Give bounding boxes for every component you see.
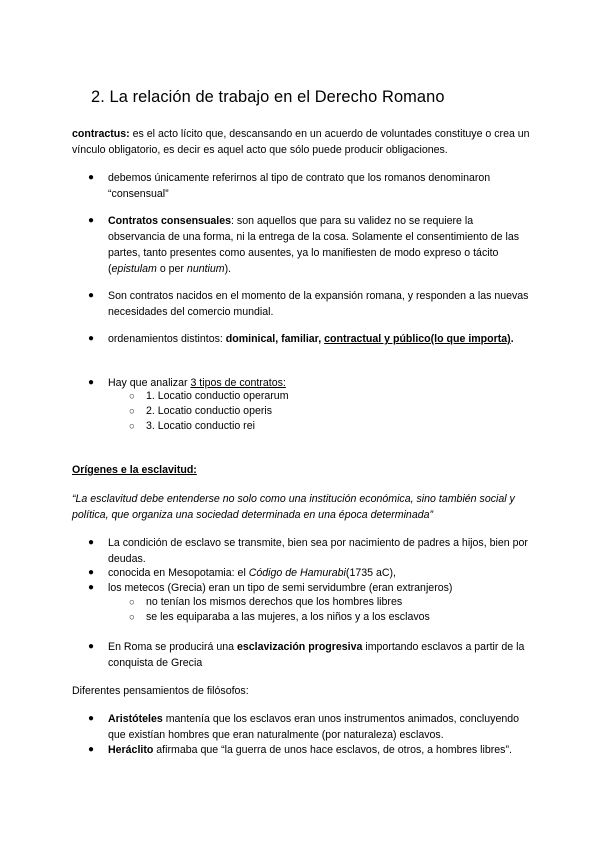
list-item: debemos únicamente referirnos al tipo de contrato que los romanos denominaron “consensual”: [108, 172, 491, 200]
bullet-icon: ●: [88, 537, 95, 548]
list-item: [108, 742, 533, 758]
list-item: [108, 331, 533, 347]
bullet-icon: ●: [88, 713, 95, 724]
aristoteles-text: mantenía que los esclavos eran unos instrumentos animados, concluyendo que existían hombres que eran naturalmente (por naturaleza) esclavos.: [108, 713, 520, 741]
bullet-icon: ●: [88, 290, 95, 301]
sub-bullet-icon: ○: [129, 421, 135, 432]
sub-list-item: no tenían los mismos derechos que los hombres libres: [146, 596, 403, 608]
filosofos-intro: Diferentes pensamientos de filósofos:: [72, 685, 249, 697]
hamurabi-text: Código de Hamurabi: [248, 567, 346, 579]
sub-list-item: 3. Locatio conductio rei: [146, 420, 255, 432]
heraclito-text: afirmaba que “la guerra de unos hace esclavos, de otros, a hombres libres”.: [153, 744, 512, 756]
sub-list-item: 2. Locatio conductio operis: [146, 405, 273, 417]
sub-list-item: se les equiparaba a las mujeres, a los niños y a los esclavos: [146, 611, 430, 623]
bullet-icon: ●: [88, 744, 95, 755]
ordenamientos-text: ordenamientos distintos:: [108, 333, 226, 345]
section-heading-origenes: [72, 462, 532, 478]
ordenamientos-underlined: contractual y público(lo que importa): [324, 333, 511, 345]
bullet-icon: ●: [88, 172, 95, 183]
sub-bullet-icon: ○: [129, 391, 135, 402]
consensual-term: Contratos consensuales: [108, 215, 232, 227]
contractus-definition: [72, 126, 532, 158]
sub-bullet-icon: ○: [129, 597, 135, 608]
hamurabi-date: (1735 aC),: [345, 567, 396, 579]
list-item: [108, 213, 533, 277]
list-item: [108, 639, 533, 671]
mesopotamia-text: conocida en Mesopotamia: el: [108, 567, 249, 579]
consensual-text-c: ).: [224, 263, 232, 275]
aristoteles-term: Aristóteles: [108, 713, 163, 725]
ordenamientos-period: .: [510, 333, 514, 345]
ordenamientos-bold: dominical, familiar,: [225, 333, 325, 345]
roma-text-b: importando esclavos a partir de la conquista de Grecia: [108, 641, 525, 669]
tipos-contratos-text: 3 tipos de contratos:: [190, 377, 286, 389]
nuntium-text: nuntium: [186, 263, 225, 275]
roma-text: En Roma se producirá una: [108, 641, 237, 653]
analizar-text: Hay que analizar: [108, 377, 191, 389]
bullet-icon: ●: [88, 333, 95, 344]
page-title: 2. La relación de trabajo en el Derecho Romano: [91, 88, 445, 106]
bullet-icon: ●: [88, 641, 95, 652]
consensual-text: : son aquellos que para su validez no se requiere la observancia de una forma, ni la entrega de la cosa. Solamente el consentimiento de las partes, tanto presentes como ausentes, ya lo manifiesten de modo expreso o tácito (: [108, 215, 520, 275]
consensual-text-b: o per: [156, 263, 187, 275]
list-item: [108, 711, 533, 743]
sub-bullet-icon: ○: [129, 612, 135, 623]
contractus-text: es el acto lícito que, descansando en un acuerdo de voluntades constituye o crea un vínculo obligatorio, es decir es aquel acto que sólo puede producir obligaciones.: [72, 128, 530, 156]
sub-list-item: 1. Locatio conductio operarum: [146, 390, 289, 402]
sub-bullet-icon: ○: [129, 406, 135, 417]
esclavizacion-term: esclavización progresiva: [236, 641, 363, 653]
list-item: los metecos (Grecia) eran un tipo de semi servidumbre (eran extranjeros): [108, 582, 453, 594]
list-item: Son contratos nacidos en el momento de la expansión romana, y responden a las nuevas necesidades del comercio mundial.: [108, 290, 529, 318]
list-item: La condición de esclavo se transmite, bien sea por nacimiento de padres a hijos, bien por deudas.: [108, 537, 528, 565]
contractus-term: contractus:: [72, 128, 130, 140]
epistulam-text: epistulam: [111, 263, 157, 275]
bullet-icon: ●: [88, 582, 95, 593]
bullet-icon: ●: [88, 215, 95, 226]
origenes-heading-text: Orígenes e la esclavitud:: [72, 464, 197, 476]
bullet-icon: ●: [88, 377, 95, 388]
list-item: [108, 565, 533, 581]
heraclito-term: Heráclito: [108, 744, 154, 756]
bullet-icon: ●: [88, 567, 95, 578]
esclavitud-quote: “La esclavitud debe entenderse no solo como una institución económica, sino también social y política, que organiza una sociedad determinada en una época determinada”: [72, 493, 515, 521]
